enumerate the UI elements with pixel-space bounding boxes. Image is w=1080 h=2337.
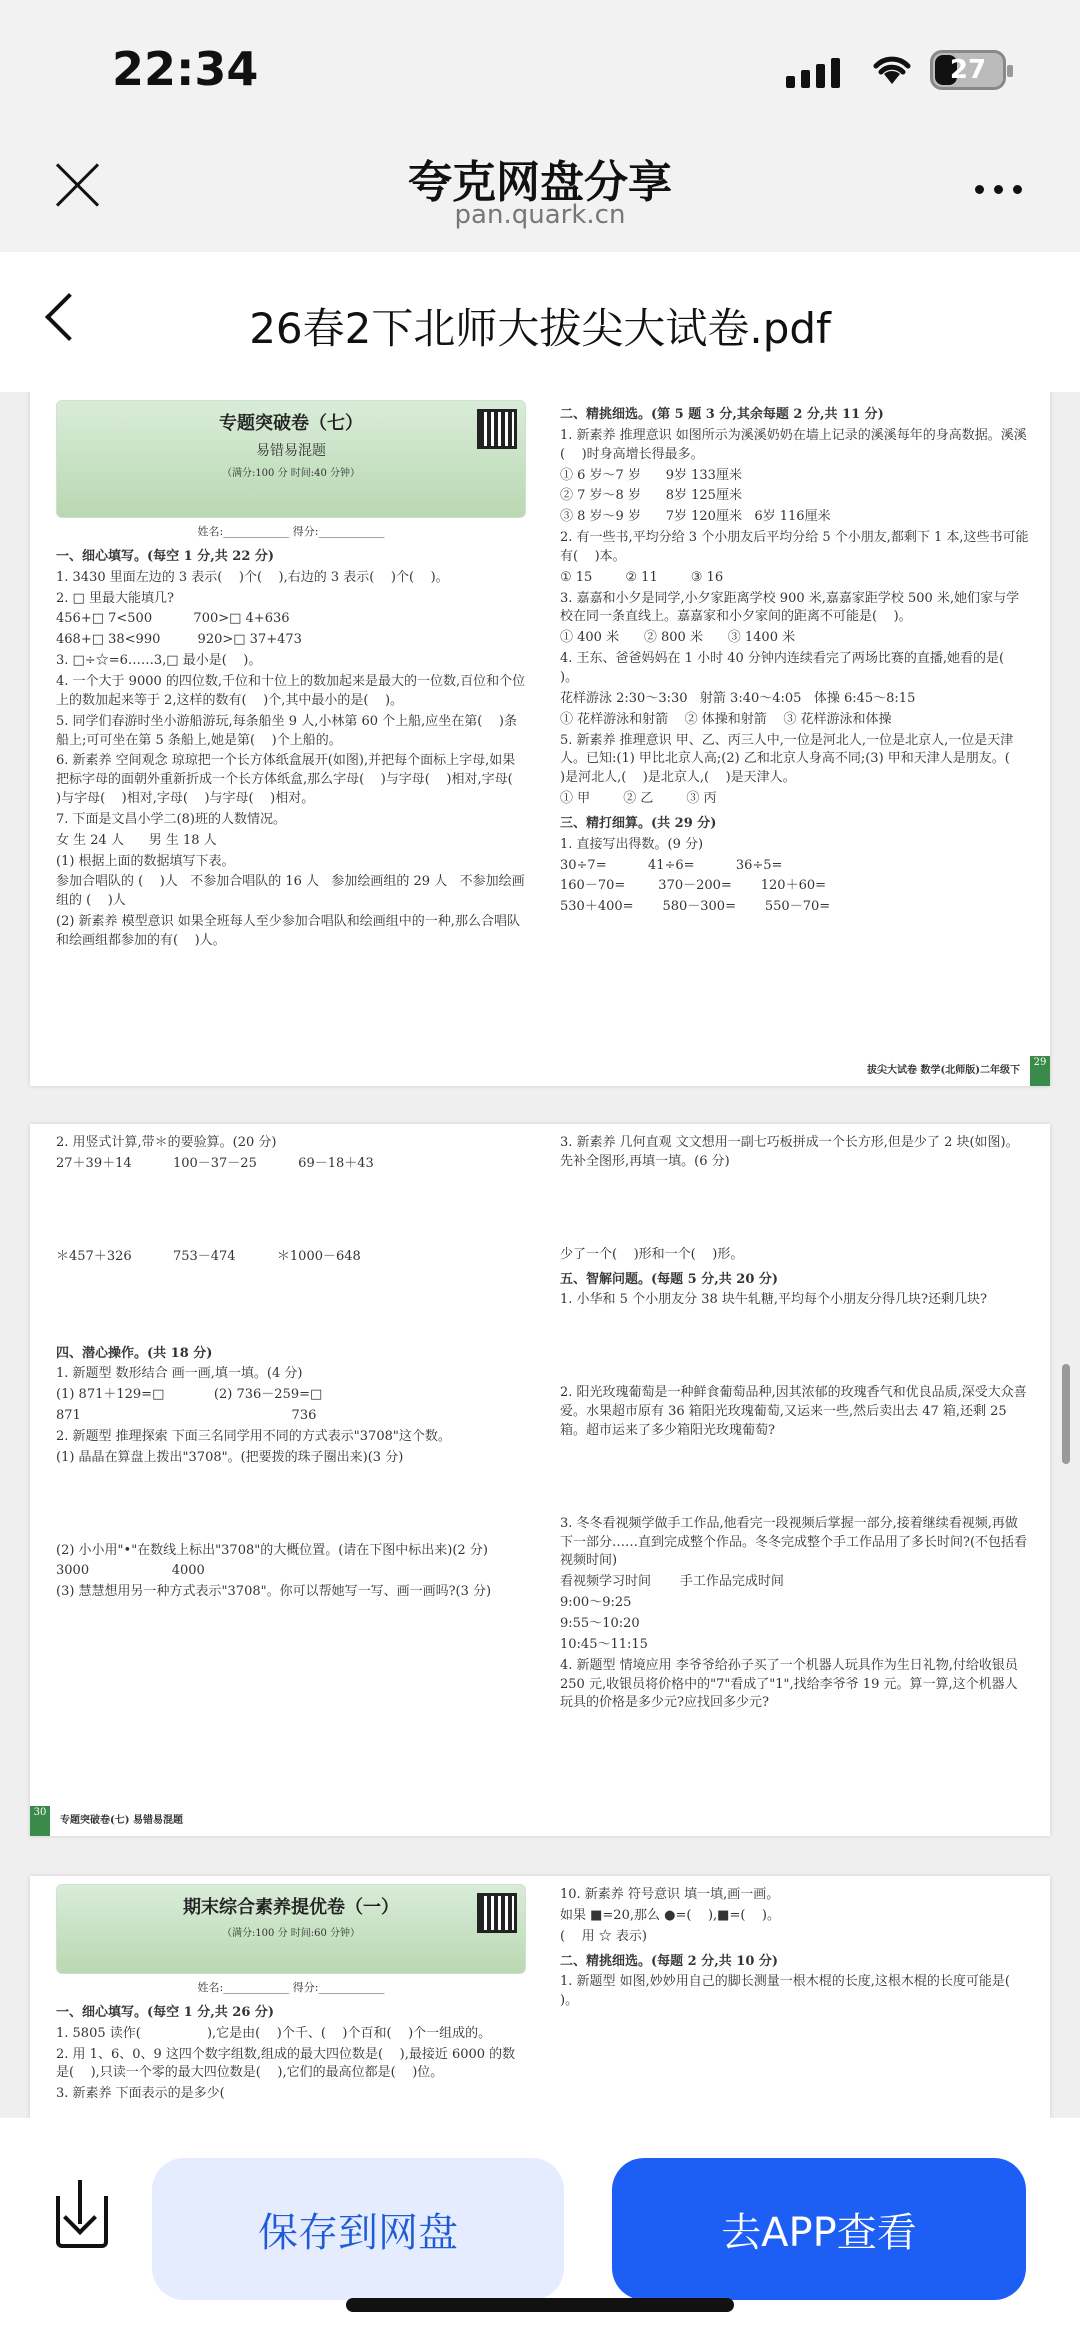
question-line — [56, 1506, 526, 1540]
question-line — [560, 1312, 1030, 1346]
question-line: 27＋39＋14 100－37－25 69－18＋43 — [56, 1155, 374, 1171]
question-line: 9:00～9:25 — [560, 1595, 632, 1611]
question-line: ＊457＋326 753－474 ＊1000－648 — [56, 1248, 361, 1264]
question-line: 五、智解问题。(每题 5 分,共 20 分) — [560, 1271, 779, 1287]
question-line — [560, 1210, 1030, 1244]
question-line: 5. 新素养 推理意识 甲、乙、丙三人中,一位是河北人,一位是北京人,一位是天津人。已知:(1) 甲比北京人高;(2) 乙和北京人身高不同;(3) 甲和天津人是朋友。( )是河北人,( )是北京人,( )是天津人。 — [560, 732, 1027, 786]
question-line — [56, 1212, 526, 1246]
share-domain: pan.quark.cn — [454, 200, 626, 230]
page-number: 29 — [1030, 1056, 1050, 1086]
home-indicator — [346, 2298, 734, 2312]
question-line: 160－70= 370－200= 120＋60= — [560, 878, 826, 894]
question-line: 如果 ■=20,那么 ●=( ),■=( )。 — [560, 1907, 781, 1923]
status-bar — [0, 0, 1080, 150]
question-line: 2. 用 1、6、0、9 这四个数字组数,组成的最大四位数是( ),最接近 6000 的数是( ),只读一个零的最大四位数是( ),它们的最高位都是( )位。 — [56, 2046, 516, 2081]
banner-meta: （满分:100 分 时间:40 分钟） — [221, 468, 361, 480]
question-line: ① 400 米 ② 800 米 ③ 1400 米 — [560, 630, 796, 646]
question-line: 4. 新题型 情境应用 李爷爷给孙子买了一个机器人玩具作为生日礼物,付给收银员 250 元,收银员将价格中的"7"看成了"1",找给李爷爷 19 元。算一算,这个机器人玩具的价格是多少元?应找回多少元? — [560, 1657, 1023, 1711]
question-line: (3) 慧慧想用另一种方式表示"3708"。你可以帮她写一写、画一画吗?(3 分) — [56, 1584, 492, 1600]
question-line: 2. 用竖式计算,带＊的要验算。(20 分) — [56, 1135, 277, 1150]
question-line: 1. 新题型 数形结合 画一画,填一填。(4 分) — [56, 1366, 303, 1382]
question-line: 5. 同学们春游时坐小游船游玩,每条船坐 9 人,小林第 60 个上船,应坐在第( )条船上;可可坐在第 5 条船上,她是第( )个上船的。 — [56, 713, 517, 748]
question-line: 三、精打细算。(共 29 分) — [560, 815, 717, 831]
page-number: 30 — [30, 1806, 50, 1836]
question-line: (1) 晶晶在算盘上拨出"3708"。(把要拨的珠子圈出来)(3 分) — [56, 1449, 404, 1465]
question-line: 3. □÷☆=6……3,□ 最小是( )。 — [56, 653, 262, 669]
banner-subtitle: 易错易混题 — [256, 443, 326, 460]
question-line: 3. 新素养 几何直观 文文想用一副七巧板拼成一个长方形,但是少了 2 块(如图)。先补全图形,再填一填。(6 分) — [560, 1135, 1019, 1169]
question-line — [56, 1470, 526, 1504]
question-line: 二、精挑细选。(每题 2 分,共 10 分) — [560, 1953, 779, 1969]
question-line: 3. 嘉嘉和小夕是同学,小夕家距离学校 900 米,嘉嘉家距学校 500 米,她们家与学校在同一条直线上。嘉嘉家和小夕家间的距离不可能是( )。 — [560, 590, 1020, 625]
question-line: 9:55～10:20 — [560, 1615, 640, 1631]
save-to-drive-button[interactable]: 保存到网盘 — [152, 2158, 564, 2300]
banner-title: 专题突破卷（七） — [219, 413, 363, 434]
wifi-icon — [870, 50, 914, 86]
question-line: (1) 871＋129=□ (2) 736－259=□ — [56, 1387, 323, 1403]
question-line: 4. 王东、爸爸妈妈在 1 小时 40 分钟内连续看完了两场比赛的直播,她看的是( )。 — [560, 651, 1021, 685]
question-line: 3. 新素养 下面表示的是多少( — [56, 2086, 225, 2102]
question-line: (1) 根据上面的数据填写下表。 — [56, 853, 235, 869]
question-line: 一、细心填写。(每空 1 分,共 26 分) — [56, 2004, 275, 2020]
question-line: 二、精挑细选。(第 5 题 3 分,其余每题 2 分,共 11 分) — [560, 407, 884, 422]
question-line: 2. □ 里最大能填几? — [56, 590, 174, 606]
question-line: ① 6 岁～7 岁 9岁 133厘米 — [560, 467, 742, 483]
question-line — [560, 1479, 1030, 1513]
question-line: 456+□ 7<500 700>□ 4+636 — [56, 611, 290, 627]
question-line: 30÷7= 41÷6= 36÷5= — [560, 857, 783, 873]
question-line: 看视频学习时间 手工作品完成时间 — [560, 1574, 784, 1590]
battery-level: 27 — [949, 55, 987, 85]
question-line: 2. 有一些书,平均分给 3 个小朋友后平均分给 5 个小朋友,都剩下 1 本,这些书可能有( )本。 — [560, 530, 1029, 564]
question-line: ( 用 ☆ 表示) — [560, 1928, 647, 1944]
name-score-line: 姓名:____________ 得分:____________ — [197, 1981, 385, 1994]
question-line: 468+□ 38<990 920>□ 37+473 — [56, 632, 302, 648]
question-line: 1. 新素养 推理意识 如图所示为溪溪奶奶在墙上记录的溪溪每年的身高数据。溪溪( )时身高增长得最多。 — [560, 427, 1027, 462]
question-line: 1. 直接写出得数。(9 分) — [560, 836, 704, 852]
question-line — [56, 1176, 526, 1210]
question-line: ① 15 ② 11 ③ 16 — [560, 569, 724, 585]
question-line: ③ 8 岁～9 岁 7岁 120厘米 6岁 116厘米 — [560, 509, 831, 525]
battery-icon — [930, 50, 1006, 90]
question-line: 7. 下面是文昌小学二(8)班的人数情况。 — [56, 811, 286, 827]
question-line: (2) 小小用"•"在数线上标出"3708"的大概位置。(请在下图中标出来)(2 分) — [56, 1542, 488, 1558]
share-title: 夸克网盘分享 — [408, 157, 672, 208]
question-line — [56, 1269, 526, 1303]
question-line: 1. 3430 里面左边的 3 表示( )个( ),右边的 3 表示( )个( )。 — [56, 569, 449, 585]
question-line: 6. 新素养 空间观念 琼琼把一个长方体纸盒展开(如图),并把每个面标上字母,如果把标字母的面朝外重新折成一个长方体纸盒,那么字母( )与字母( )相对,字母( )与字母( )相对,字母( )与字母( )相对。 — [56, 753, 530, 807]
question-line — [560, 1174, 1030, 1208]
name-score-line: 姓名:____________ 得分:____________ — [197, 525, 385, 538]
scrollbar[interactable] — [1062, 1364, 1070, 1464]
question-line: 3000 4000 — [56, 1563, 205, 1579]
question-line: 1. 小华和 5 个小朋友分 38 块牛轧糖,平均每个小朋友分得几块?还剩几块? — [560, 1292, 987, 1308]
question-line: 3. 冬冬看视频学做手工作品,他看完一段视频后掌握一部分,接着继续看视频,再做下一部分……直到完成整个作品。冬冬完成整个手工作品用了多长时间?(不包括看视频时间) — [560, 1515, 1028, 1569]
question-line: 2. 新题型 推理探索 下面三名同学用不同的方式表示"3708"这个数。 — [56, 1428, 451, 1444]
qr-code-icon[interactable] — [477, 409, 517, 449]
pdf-page-next — [30, 1876, 1050, 2118]
question-line — [560, 1348, 1030, 1382]
question-line — [56, 1305, 526, 1339]
question-line — [560, 1443, 1030, 1477]
question-line: (2) 新素养 模型意识 如果全班每人至少参加合唱队和绘画组中的一种,那么合唱队和绘画组都参加的有( )人。 — [56, 914, 520, 948]
question-line: 10. 新素养 符号意识 填一填,画一画。 — [560, 1887, 780, 1902]
question-line: 2. 阳光玫瑰葡萄是一种鲜食葡萄品种,因其浓郁的玫瑰香气和优良品质,深受大众喜爱。水果超市原有 36 箱阳光玫瑰葡萄,又运来一些,然后卖出去 47 箱,还剩 25 箱。超市运来了多少箱阳光玫瑰葡萄? — [560, 1385, 1027, 1438]
question-line: 1. 新题型 如图,妙妙用自己的脚长测量一根木棍的长度,这根木棍的长度可能是( )。 — [560, 1974, 1027, 2009]
signal-icon — [786, 56, 840, 88]
question-line: 530＋400= 580－300= 550－70= — [560, 899, 831, 915]
page-footer: 拔尖大试卷 数学(北师版)二年级下 — [867, 1064, 1020, 1076]
question-line: 871 736 — [56, 1408, 317, 1424]
qr-code-icon[interactable] — [477, 1893, 517, 1933]
question-line: ② 7 岁～8 岁 8岁 125厘米 — [560, 488, 742, 504]
open-in-app-button[interactable]: 去APP查看 — [612, 2158, 1026, 2300]
page-banner — [56, 400, 526, 518]
question-line: 花样游泳 2:30～3:30 射箭 3:40～4:05 体操 6:45～8:15 — [560, 690, 916, 706]
pdf-page-30 — [30, 1124, 1050, 1836]
more-options-icon[interactable] — [975, 185, 1022, 194]
question-line: ① 甲 ② 乙 ③ 丙 — [560, 791, 717, 807]
question-line: 女 生 24 人 男 生 18 人 — [56, 832, 217, 848]
question-line: 1. 5805 读作( ),它是由( )个千、( )个百和( )个一组成的。 — [56, 2025, 492, 2041]
question-line: 参加合唱队的 ( )人 不参加合唱队的 16 人 参加绘画组的 29 人 不参加绘画组的 ( )人 — [56, 874, 525, 909]
page-banner — [56, 1884, 526, 1974]
question-line: 10:45～11:15 — [560, 1636, 648, 1652]
banner-meta: （满分:100 分 时间:60 分钟） — [221, 1928, 361, 1940]
question-line: 4. 一个大于 9000 的四位数,千位和十位上的数加起来是最大的一位数,百位和个位上的数加起来等于 2,这样的数有( )个,其中最小的是( )。 — [56, 674, 526, 708]
pdf-page-29 — [30, 392, 1050, 1086]
question-line: 少了一个( )形和一个( )形。 — [560, 1246, 744, 1262]
pdf-viewer[interactable] — [0, 392, 1080, 2118]
question-line: ① 花样游泳和射箭 ② 体操和射箭 ③ 花样游泳和体操 — [560, 711, 892, 727]
status-time: 22:34 — [112, 42, 259, 96]
question-line: 四、潜心操作。(共 18 分) — [56, 1345, 213, 1361]
banner-title: 期末综合素养提优卷（一） — [183, 1897, 399, 1918]
document-title: 26春2下北师大拔尖大试卷.pdf — [249, 304, 831, 353]
question-line: 一、细心填写。(每空 1 分,共 22 分) — [56, 548, 275, 564]
page-footer: 专题突破卷(七) 易错易混题 — [60, 1814, 183, 1826]
